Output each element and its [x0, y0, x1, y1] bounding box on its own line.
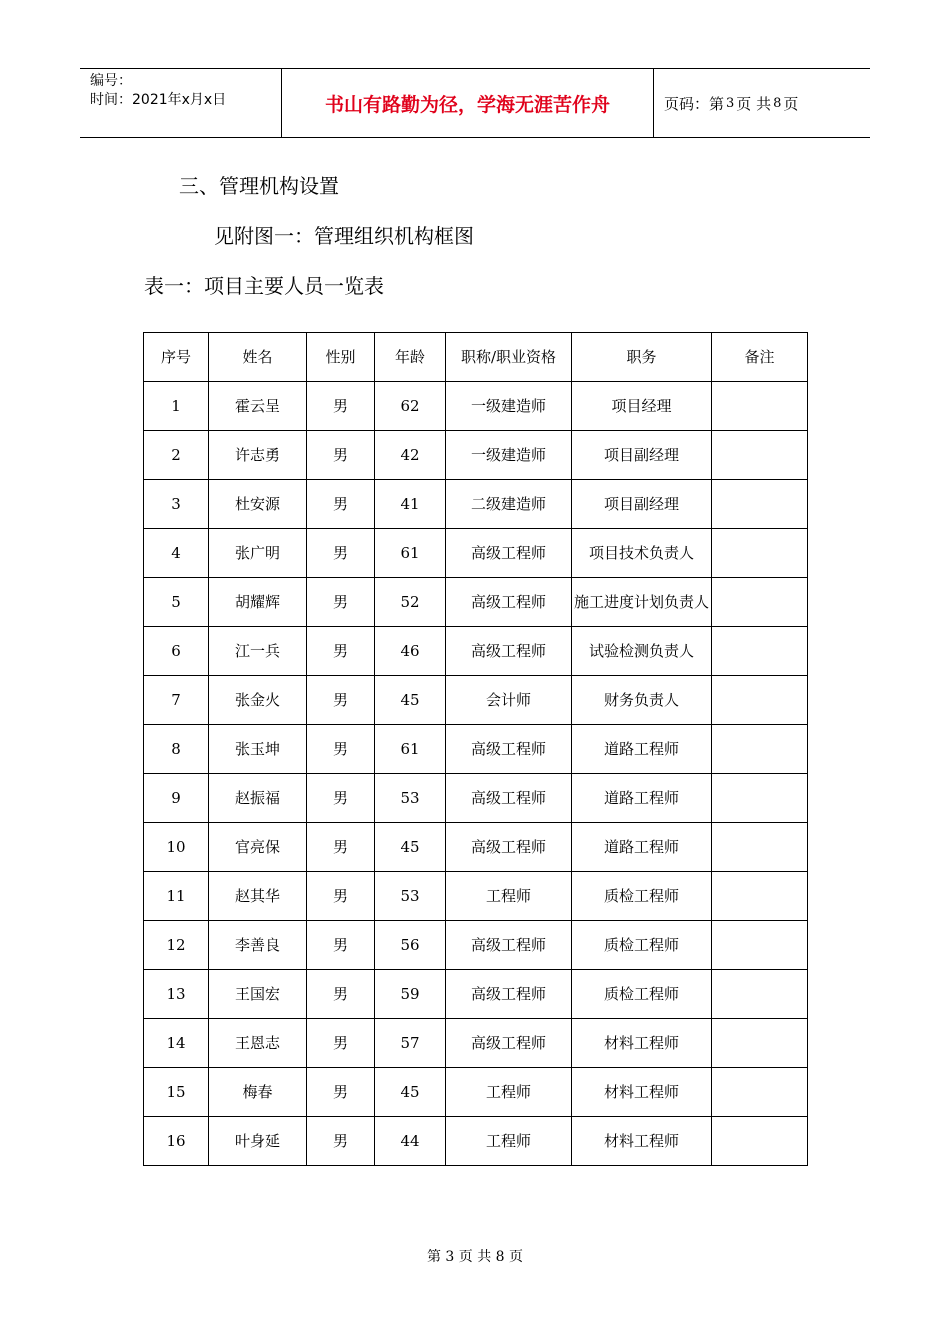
section-title: 三、管理机构设置 [179, 174, 339, 198]
table-row [144, 480, 808, 529]
cell-index: 15 [144, 1068, 209, 1117]
page-total: 8 [773, 95, 782, 111]
cell-age: 41 [375, 480, 446, 529]
cell-name: 许志勇 [209, 431, 307, 480]
cell-title: 一级建造师 [446, 382, 572, 431]
cell-position: 质检工程师 [572, 970, 712, 1019]
cell-index: 5 [144, 578, 209, 627]
cell-position: 质检工程师 [572, 872, 712, 921]
cell-name: 张金火 [209, 676, 307, 725]
cell-remarks [712, 578, 808, 627]
page-label-mid: 页 共 [736, 94, 772, 113]
table-title: 表一：项目主要人员一览表 [144, 274, 384, 298]
col-header-gender: 性别 [307, 333, 375, 382]
cell-name: 叶身延 [209, 1117, 307, 1166]
cell-position: 道路工程师 [572, 823, 712, 872]
cell-position: 项目经理 [572, 382, 712, 431]
cell-remarks [712, 921, 808, 970]
cell-name: 杜安源 [209, 480, 307, 529]
cell-gender: 男 [307, 1117, 375, 1166]
cell-gender: 男 [307, 529, 375, 578]
cell-remarks [712, 1068, 808, 1117]
cell-title: 高级工程师 [446, 823, 572, 872]
cell-position: 财务负责人 [572, 676, 712, 725]
cell-gender: 男 [307, 627, 375, 676]
cell-age: 52 [375, 578, 446, 627]
cell-index: 4 [144, 529, 209, 578]
cell-gender: 男 [307, 431, 375, 480]
cell-position: 材料工程师 [572, 1068, 712, 1117]
cell-age: 42 [375, 431, 446, 480]
cell-gender: 男 [307, 725, 375, 774]
header-page-info [654, 69, 870, 137]
cell-index: 13 [144, 970, 209, 1019]
staff-table [143, 332, 808, 1166]
cell-title: 高级工程师 [446, 774, 572, 823]
cell-age: 61 [375, 529, 446, 578]
cell-gender: 男 [307, 578, 375, 627]
cell-remarks [712, 1019, 808, 1068]
cell-age: 45 [375, 676, 446, 725]
cell-position: 项目副经理 [572, 480, 712, 529]
cell-position: 项目副经理 [572, 431, 712, 480]
cell-name: 张玉坤 [209, 725, 307, 774]
cell-title: 工程师 [446, 872, 572, 921]
cell-index: 12 [144, 921, 209, 970]
table-row [144, 431, 808, 480]
table-row [144, 970, 808, 1019]
cell-position: 试验检测负责人 [572, 627, 712, 676]
page-header [80, 68, 870, 138]
page-current: 3 [726, 95, 735, 111]
table-row [144, 1068, 808, 1117]
table-row [144, 1019, 808, 1068]
cell-remarks [712, 774, 808, 823]
cell-title: 会计师 [446, 676, 572, 725]
col-header-name: 姓名 [209, 333, 307, 382]
cell-title: 高级工程师 [446, 921, 572, 970]
cell-remarks [712, 872, 808, 921]
cell-remarks [712, 676, 808, 725]
cell-age: 45 [375, 1068, 446, 1117]
cell-gender: 男 [307, 1019, 375, 1068]
cell-name: 王恩志 [209, 1019, 307, 1068]
cell-remarks [712, 431, 808, 480]
page-label-suffix: 页 [783, 94, 799, 113]
cell-name: 官亮保 [209, 823, 307, 872]
cell-age: 46 [375, 627, 446, 676]
col-header-index: 序号 [144, 333, 209, 382]
cell-age: 61 [375, 725, 446, 774]
table-row [144, 872, 808, 921]
cell-gender: 男 [307, 970, 375, 1019]
cell-gender: 男 [307, 774, 375, 823]
cell-index: 1 [144, 382, 209, 431]
cell-name: 王国宏 [209, 970, 307, 1019]
table-row [144, 1117, 808, 1166]
cell-age: 56 [375, 921, 446, 970]
cell-position: 材料工程师 [572, 1019, 712, 1068]
table-row [144, 774, 808, 823]
cell-title: 二级建造师 [446, 480, 572, 529]
cell-age: 53 [375, 872, 446, 921]
cell-name: 张广明 [209, 529, 307, 578]
table-header-row [144, 333, 808, 382]
page-label-prefix: 页码：第 [664, 94, 725, 113]
table-row [144, 529, 808, 578]
cell-index: 9 [144, 774, 209, 823]
cell-remarks [712, 382, 808, 431]
cell-gender: 男 [307, 823, 375, 872]
section-subtitle: 见附图一：管理组织机构框图 [214, 224, 474, 248]
cell-remarks [712, 970, 808, 1019]
cell-remarks [712, 480, 808, 529]
table-row [144, 823, 808, 872]
cell-name: 霍云呈 [209, 382, 307, 431]
cell-name: 李善良 [209, 921, 307, 970]
cell-remarks [712, 1117, 808, 1166]
cell-gender: 男 [307, 872, 375, 921]
cell-remarks [712, 823, 808, 872]
cell-name: 胡耀辉 [209, 578, 307, 627]
cell-age: 62 [375, 382, 446, 431]
cell-position: 施工进度计划负责人 [572, 578, 712, 627]
cell-gender: 男 [307, 921, 375, 970]
cell-title: 高级工程师 [446, 970, 572, 1019]
cell-title: 高级工程师 [446, 529, 572, 578]
cell-title: 工程师 [446, 1068, 572, 1117]
cell-remarks [712, 725, 808, 774]
cell-index: 6 [144, 627, 209, 676]
cell-title: 高级工程师 [446, 1019, 572, 1068]
cell-position: 项目技术负责人 [572, 529, 712, 578]
cell-name: 梅春 [209, 1068, 307, 1117]
cell-title: 高级工程师 [446, 627, 572, 676]
header-time-label: 时间：2021年x月x日 [90, 92, 227, 108]
cell-title: 工程师 [446, 1117, 572, 1166]
cell-index: 3 [144, 480, 209, 529]
cell-age: 44 [375, 1117, 446, 1166]
cell-title: 高级工程师 [446, 725, 572, 774]
cell-index: 16 [144, 1117, 209, 1166]
cell-name: 赵振福 [209, 774, 307, 823]
cell-position: 材料工程师 [572, 1117, 712, 1166]
header-number-label: 编号： [90, 73, 132, 89]
cell-gender: 男 [307, 1068, 375, 1117]
cell-index: 2 [144, 431, 209, 480]
cell-remarks [712, 627, 808, 676]
page-footer: 第 3 页 共 8 页 [426, 1249, 524, 1265]
cell-gender: 男 [307, 676, 375, 725]
table-row [144, 921, 808, 970]
cell-index: 11 [144, 872, 209, 921]
col-header-title: 职称/职业资格 [446, 333, 572, 382]
cell-position: 质检工程师 [572, 921, 712, 970]
table-row [144, 578, 808, 627]
header-info [80, 69, 282, 137]
cell-gender: 男 [307, 382, 375, 431]
cell-title: 高级工程师 [446, 578, 572, 627]
cell-remarks [712, 529, 808, 578]
cell-gender: 男 [307, 480, 375, 529]
cell-age: 59 [375, 970, 446, 1019]
header-motto: 书山有路勤为径，学海无涯苦作舟 [282, 69, 654, 137]
col-header-age: 年龄 [375, 333, 446, 382]
table-row [144, 627, 808, 676]
cell-age: 53 [375, 774, 446, 823]
col-header-remarks: 备注 [712, 333, 808, 382]
cell-index: 14 [144, 1019, 209, 1068]
cell-age: 57 [375, 1019, 446, 1068]
cell-position: 道路工程师 [572, 774, 712, 823]
cell-index: 10 [144, 823, 209, 872]
cell-index: 8 [144, 725, 209, 774]
cell-index: 7 [144, 676, 209, 725]
cell-name: 江一兵 [209, 627, 307, 676]
table-body [144, 382, 808, 1166]
cell-position: 道路工程师 [572, 725, 712, 774]
cell-title: 一级建造师 [446, 431, 572, 480]
col-header-position: 职务 [572, 333, 712, 382]
table-row [144, 725, 808, 774]
cell-age: 45 [375, 823, 446, 872]
table-row [144, 382, 808, 431]
cell-name: 赵其华 [209, 872, 307, 921]
table-row [144, 676, 808, 725]
